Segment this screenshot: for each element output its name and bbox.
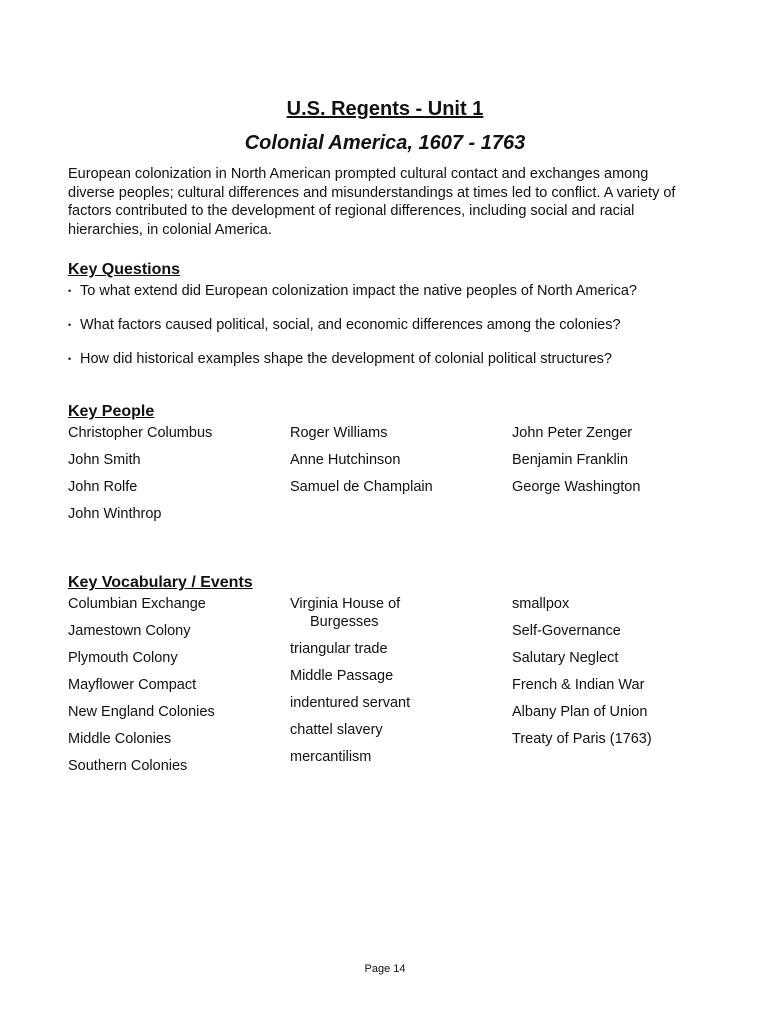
list-item: French & Indian War	[512, 677, 645, 693]
list-item: mercantilism	[290, 749, 372, 765]
list-item: Southern Colonies	[68, 758, 188, 774]
list-item: Middle Colonies	[68, 731, 172, 747]
list-item: John Peter Zenger	[512, 425, 633, 441]
list-item: Treaty of Paris (1763)	[512, 731, 652, 747]
list-item: Jamestown Colony	[68, 623, 191, 639]
list-item: • What factors caused political, social, and economic differences among the colonies?	[68, 316, 637, 350]
list-item: Benjamin Franklin	[512, 452, 629, 468]
key-people-column-2	[290, 424, 433, 505]
key-people-column-3	[512, 424, 640, 505]
list-item: • To what extend did European colonization impact the native peoples of North America?	[68, 282, 637, 316]
list-item: Plymouth Colony	[68, 650, 178, 666]
list-item: chattel slavery	[290, 722, 383, 738]
list-item: New England Colonies	[68, 704, 215, 720]
list-item: John Smith	[68, 452, 141, 468]
key-vocab-column-3	[512, 595, 652, 757]
list-item: John Winthrop	[68, 506, 162, 522]
list-item: Roger Williams	[290, 425, 388, 441]
list-item: Self-Governance	[512, 623, 621, 639]
list-item: Columbian Exchange	[68, 596, 206, 612]
list-item: indentured servant	[290, 695, 411, 711]
list-item-line-2: Burgesses	[310, 614, 379, 630]
page-title: U.S. Regents - Unit 1	[286, 98, 484, 120]
list-item: Christopher Columbus	[68, 425, 213, 441]
page-subtitle: Colonial America, 1607 - 1763	[244, 132, 526, 154]
list-item-line-1: Virginia House of	[290, 596, 401, 612]
key-vocab-column-2	[290, 595, 410, 775]
intro-paragraph: European colonization in North American prompted cultural contact and exchanges among diverse peoples; cultural differences and misunderstandings at times led to conflict. A variety of factors contributed to the development of regional differences, including social and racial hierarchies, in colonial America.	[68, 166, 676, 238]
list-item: smallpox	[512, 596, 570, 612]
key-vocab-column-1	[68, 595, 215, 784]
key-questions-heading: Key Questions	[68, 261, 181, 278]
list-item: Mayflower Compact	[68, 677, 197, 693]
key-people-heading: Key People	[68, 403, 155, 420]
key-vocabulary-heading: Key Vocabulary / Events	[68, 574, 253, 591]
key-people-column-1	[68, 424, 212, 532]
list-item: Anne Hutchinson	[290, 452, 401, 468]
list-item: Middle Passage	[290, 668, 394, 684]
list-item: Samuel de Champlain	[290, 479, 433, 495]
key-questions-list	[68, 282, 637, 384]
list-item: John Rolfe	[68, 479, 138, 495]
page-number: Page 14	[364, 963, 406, 975]
list-item: George Washington	[512, 479, 641, 495]
list-item: Salutary Neglect	[512, 650, 619, 666]
list-item: • How did historical examples shape the development of colonial political structures?	[68, 350, 637, 384]
list-item: Albany Plan of Union	[512, 704, 648, 720]
list-item	[290, 595, 410, 640]
list-item: triangular trade	[290, 641, 388, 657]
